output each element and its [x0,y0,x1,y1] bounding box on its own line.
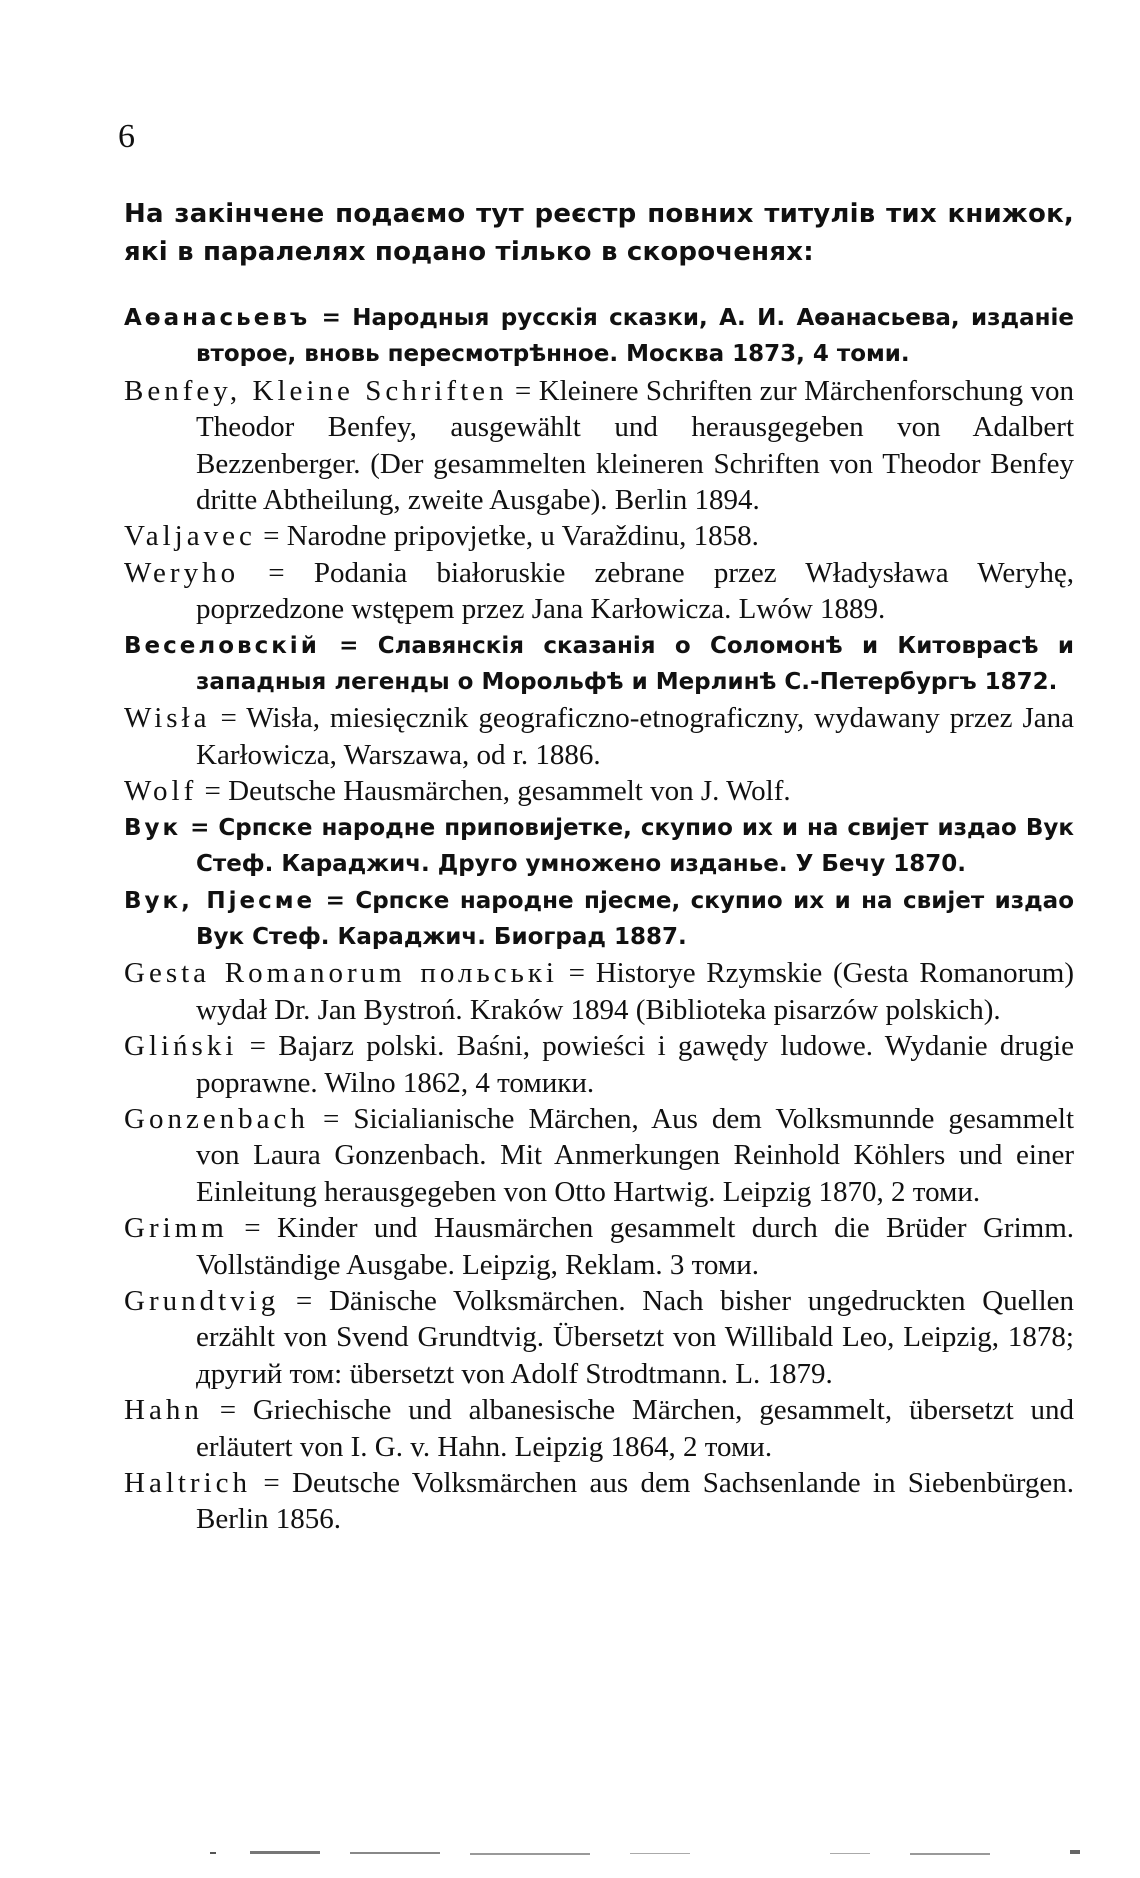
entry-text: Podania białoruskie zebrane przez Władysława Weryhę, poprzedzone wstępem przez Jana Karłowicza. Lwów 1889. [196,556,1074,626]
entry-text: Wisła, miesięcznik geograficzno-etnograficzny, wydawany przez Jana Karłowicza, Warszawa, od r. 1886. [196,702,1074,771]
bibliography-entry [124,518,1074,554]
entry-text: Deutsche Hausmärchen, gesammelt von J. Wolf. [228,775,791,808]
bibliography-entry [124,1210,1074,1283]
entry-key: Hahn [124,1394,203,1427]
entry-key: Benfey, Kleine Schriften [124,374,508,407]
entry-separator: = [237,1030,279,1063]
entry-separator: = [507,374,539,407]
entry-text: Griechische und albanesische Märchen, gesammelt, übersetzt und erläutert von I. G. v. Hahn. Leipzig 1864, 2 томи. [196,1394,1075,1463]
entry-text: Kinder und Hausmärchen gesammelt durch die Brüder Grimm. Vollständige Ausgabe. Leipzig, Reklam. 3 томи. [196,1212,1074,1281]
entry-separator: = [181,814,219,841]
entry-key: Вук, Пjесме [124,887,316,914]
entry-text: Српске народне пjесме, скупио их и на свиjет издао Вук Стеф. Караджич. Биоград 1887. [196,887,1074,950]
bibliography-list [124,300,1074,1538]
entry-text: Bajarz polski. Baśni, powieści i gawędy ludowe. Wydanie drugie poprawne. Wilno 1862, 4 томики. [196,1030,1074,1099]
bibliography-entry [124,555,1074,628]
entry-key: Grundtvig [124,1284,280,1317]
entry-key: Valjavec [124,520,256,553]
entry-text: Dänische Volksmärchen. Nach bisher ungedruckten Quellen erzählt von Svend Grundtvig. Übersetzt von Willibald Leo, Leipzig, 1878; другий том: übersetzt von Adolf Strodtmann. L. 1879. [196,1284,1074,1390]
entry-separator: = [315,887,356,914]
entry-separator: = [210,702,247,735]
entry-separator: = [255,520,287,553]
page-number: 6 [118,118,135,155]
entry-text: Sicialianische Märchen, Aus dem Volksmunnde gesammelt von Laura Gonzenbach. Mit Anmerkungen Reinhold Köhlers und einer Einleitung herausgegeben von Otto Hartwig. Leipzig 1870, 2 томи. [196,1102,1074,1208]
entry-separator: = [279,1284,329,1317]
entry-text: Kleinere Schriften zur Märchenforschung von Theodor Benfey, ausgewählt und herausgegeben von Adalbert Bezzenberger. (Der gesammelten kleineren Schriften von Theodor Benfey dritte Abtheilung, zweite Ausgabe). Berlin 1894. [196,374,1075,517]
entry-key: Wisła [124,702,211,735]
entry-separator: = [319,632,378,659]
bibliography-entry [124,773,1074,809]
entry-separator: = [310,305,353,331]
entry-key: Gonzenbach [124,1102,309,1135]
scan-specks [210,1848,1090,1858]
entry-key: Haltrich [124,1467,252,1499]
bibliography-entry [124,628,1074,701]
bibliography-entry [124,1028,1074,1101]
entry-text: Historye Rzymskie (Gesta Romanorum) wydał Dr. Jan Bystroń. Kraków 1894 (Biblioteka pisarzów polskich). [196,957,1075,1026]
entry-text: Српске народне приповиjетке, скупио их и на свиjет издао Вук Стеф. Караджич. Друго умножено изданье. У Бечу 1870. [196,814,1074,878]
entry-separator: = [557,957,596,990]
entry-text: Народныя русскія сказки, А. И. Аѳанасьева, изданіе второе, вновь пересмотрѣнное. Москва 1873, 4 томи. [196,305,1074,368]
bibliography-entry [124,1465,1074,1538]
bibliography-entry [124,300,1074,373]
entry-separator: = [202,1394,253,1427]
entry-key: Grimm [124,1212,228,1245]
entry-key: Gliński [124,1030,238,1063]
entry-separator: = [251,1467,293,1499]
intro-paragraph: На закінчене подаємо тут реєстр повних титулів тих книжок, які в паралелях подано тілько в скороченях: [124,199,1074,267]
bibliography-entry [124,955,1074,1028]
entry-separator: = [239,556,314,589]
entry-key: Wolf [124,775,198,808]
entry-key: Веселовскій [124,632,320,659]
entry-text: Славянскія сказанія о Соломонѣ и Китоврасѣ и западныя легенды о Морольфѣ и Мерлинѣ С.-Петербургъ 1872. [196,632,1074,696]
entry-text: Narodne pripovjetke, u Varaždinu, 1858. [286,520,759,553]
bibliography-entry [124,1392,1074,1465]
bibliography-entry [124,1283,1074,1392]
bibliography-entry [124,883,1074,956]
entry-separator: = [197,775,229,808]
entry-key: Вук [124,814,182,841]
entry-separator: = [227,1212,277,1245]
bibliography-entry [124,700,1074,773]
entry-key: Gesta Romanorum польські [124,957,558,990]
bibliography-entry [124,1101,1074,1210]
entry-separator: = [308,1102,354,1135]
entry-key: Аѳанасьевъ [124,305,311,331]
entry-key: Weryho [124,556,240,589]
bibliography-entry [124,373,1074,519]
bibliography-entry [124,810,1074,883]
entry-text: Deutsche Volksmärchen aus dem Sachsenlande in Siebenbürgen. Berlin 1856. [196,1467,1074,1536]
